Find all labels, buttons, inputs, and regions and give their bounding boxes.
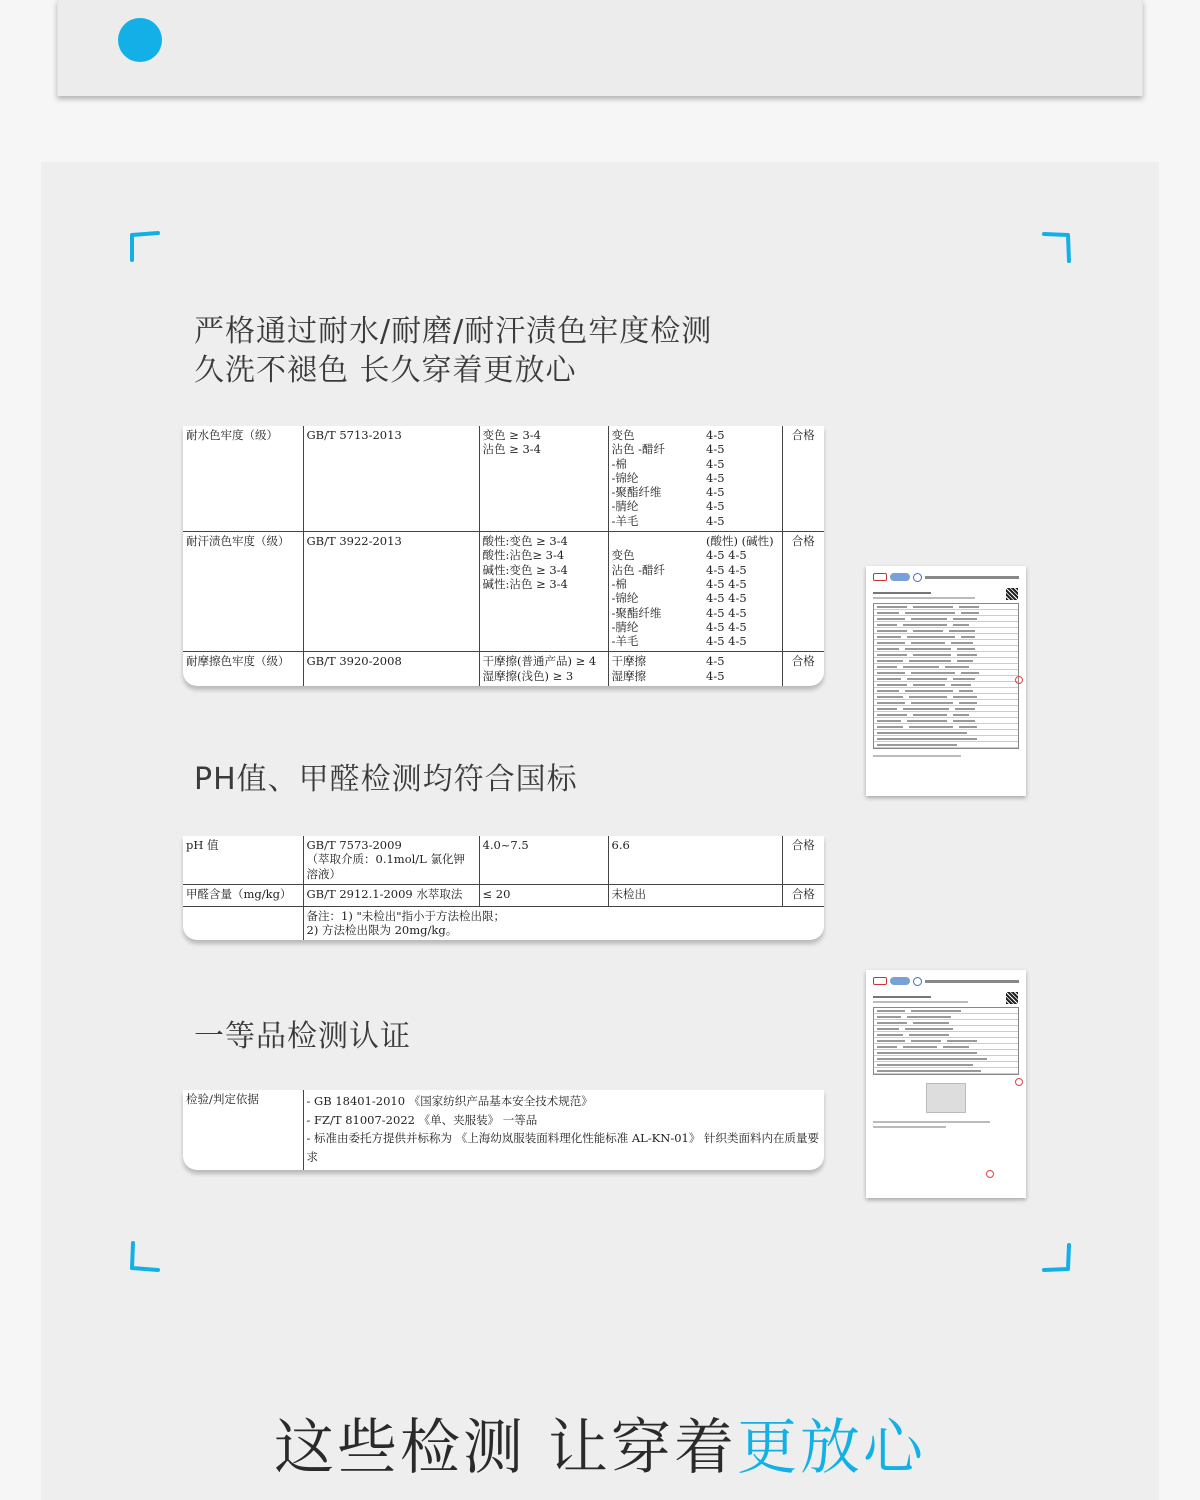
corner-bracket-top-left-icon [128,230,162,264]
corner-bracket-bottom-right-icon [1040,1240,1074,1274]
empty-cell [183,906,303,940]
test-result: 合格 [782,884,824,906]
test-requirement: 变色 ≥ 3-4 沾色 ≥ 3-4 [479,426,608,532]
heading-line-1: 严格通过耐水/耐磨/耐汗渍色牢度检测 [194,314,713,349]
test-report-thumbnail [866,566,1026,796]
test-standard: GB/T 3922-2013 [303,532,479,652]
test-result: 合格 [791,654,815,669]
test-result: 合格 [782,836,824,884]
test-standard: GB/T 3920-2008 [303,652,479,686]
corner-bracket-bottom-left-icon [128,1240,162,1274]
bottom-title-highlight: 更放心 [737,1413,927,1483]
test-labels: 变色 沾色 -醋纤 -棉 -锦纶 -聚酯纤维 -腈纶 -羊毛 [608,532,703,652]
test-item: 甲醛含量（mg/kg） [183,884,303,906]
fabric-sample-photo [926,1083,966,1113]
basis-list: - GB 18401-2010 《国家纺织产品基本安全技术规范》 - FZ/T 81007-2022 《单、夹服装》 一等品 - 标准由委托方提供并标称为 《上海幼岚服装面料理化性能标准 AL-KN-01》 针织类面料内在质量要求 [306,1094,820,1164]
corner-bracket-top-right-icon [1040,230,1074,264]
heading-line-2: 久洗不褪色 长久穿着更放心 [194,353,577,388]
test-values: 4-5 4-5 [703,652,782,686]
section-heading-ph-formaldehyde: PH值、甲醛检测均符合国标 [194,762,578,797]
test-requirement: 酸性:变色 ≥ 3-4 酸性:沾色≥ 3-4 碱性:变色 ≥ 3-4 碱性:沾色 ≥ 3-4 [479,532,608,652]
ph-formaldehyde-table [183,836,824,940]
test-item: 耐汗渍色牢度（级） [183,532,303,652]
table-row [183,652,824,686]
test-requirement: 4.0~7.5 [479,836,608,884]
table-row [183,532,824,652]
bottom-title-main: 这些检测 让穿着 [273,1413,738,1483]
table-row [183,836,824,884]
test-labels: 变色 沾色 -醋纤 -棉 -锦纶 -聚酯纤维 -腈纶 -羊毛 [608,426,703,532]
certification-report-thumbnail [866,970,1026,1198]
colorfastness-table [183,426,824,686]
test-measured: 未检出 [608,884,782,906]
test-requirement: 干摩擦(普通产品) ≥ 4 湿摩擦(浅色) ≥ 3 [479,652,608,686]
test-result: 合格 [782,532,824,652]
test-item: 耐摩擦色牢度（级） [183,652,303,686]
table-row [183,1090,824,1170]
test-standard: GB/T 2912.1-2009 水萃取法 [303,884,479,906]
test-standard: GB/T 5713-2013 [303,426,479,532]
top-card [57,0,1143,96]
test-measured: 6.6 [608,836,782,884]
section-heading-first-grade: 一等品检测认证 [194,1019,411,1054]
test-result: 合格 [782,426,824,532]
test-item: 耐水色牢度（级） [183,426,303,532]
certification-basis-table [183,1090,824,1170]
blue-dot-icon [118,18,162,62]
test-values: 4-5 4-5 4-5 4-5 4-5 4-5 4-5 [703,426,782,532]
bottom-title [0,1410,1200,1486]
test-standard: GB/T 7573-2009 （萃取介质：0.1mol/L 氯化钾溶液） [303,836,479,884]
test-values: (酸性) (碱性) 4-5 4-5 4-5 4-5 4-5 4-5 4-5 4-5 4-5 4-5 4-5 4-5 4-5 4-5 [703,532,782,652]
table-row [183,906,824,940]
basis-label: 检验/判定依据 [183,1090,303,1170]
test-labels: 干摩擦 湿摩擦 [611,654,646,683]
table-row [183,426,824,532]
test-requirement: ≤ 20 [479,884,608,906]
section-heading-colorfastness [194,312,712,390]
test-item: pH 值 [183,836,303,884]
table-note: 备注：1) "未检出"指小于方法检出限； 2) 方法检出限为 20mg/kg。 [306,908,506,938]
table-row [183,884,824,906]
